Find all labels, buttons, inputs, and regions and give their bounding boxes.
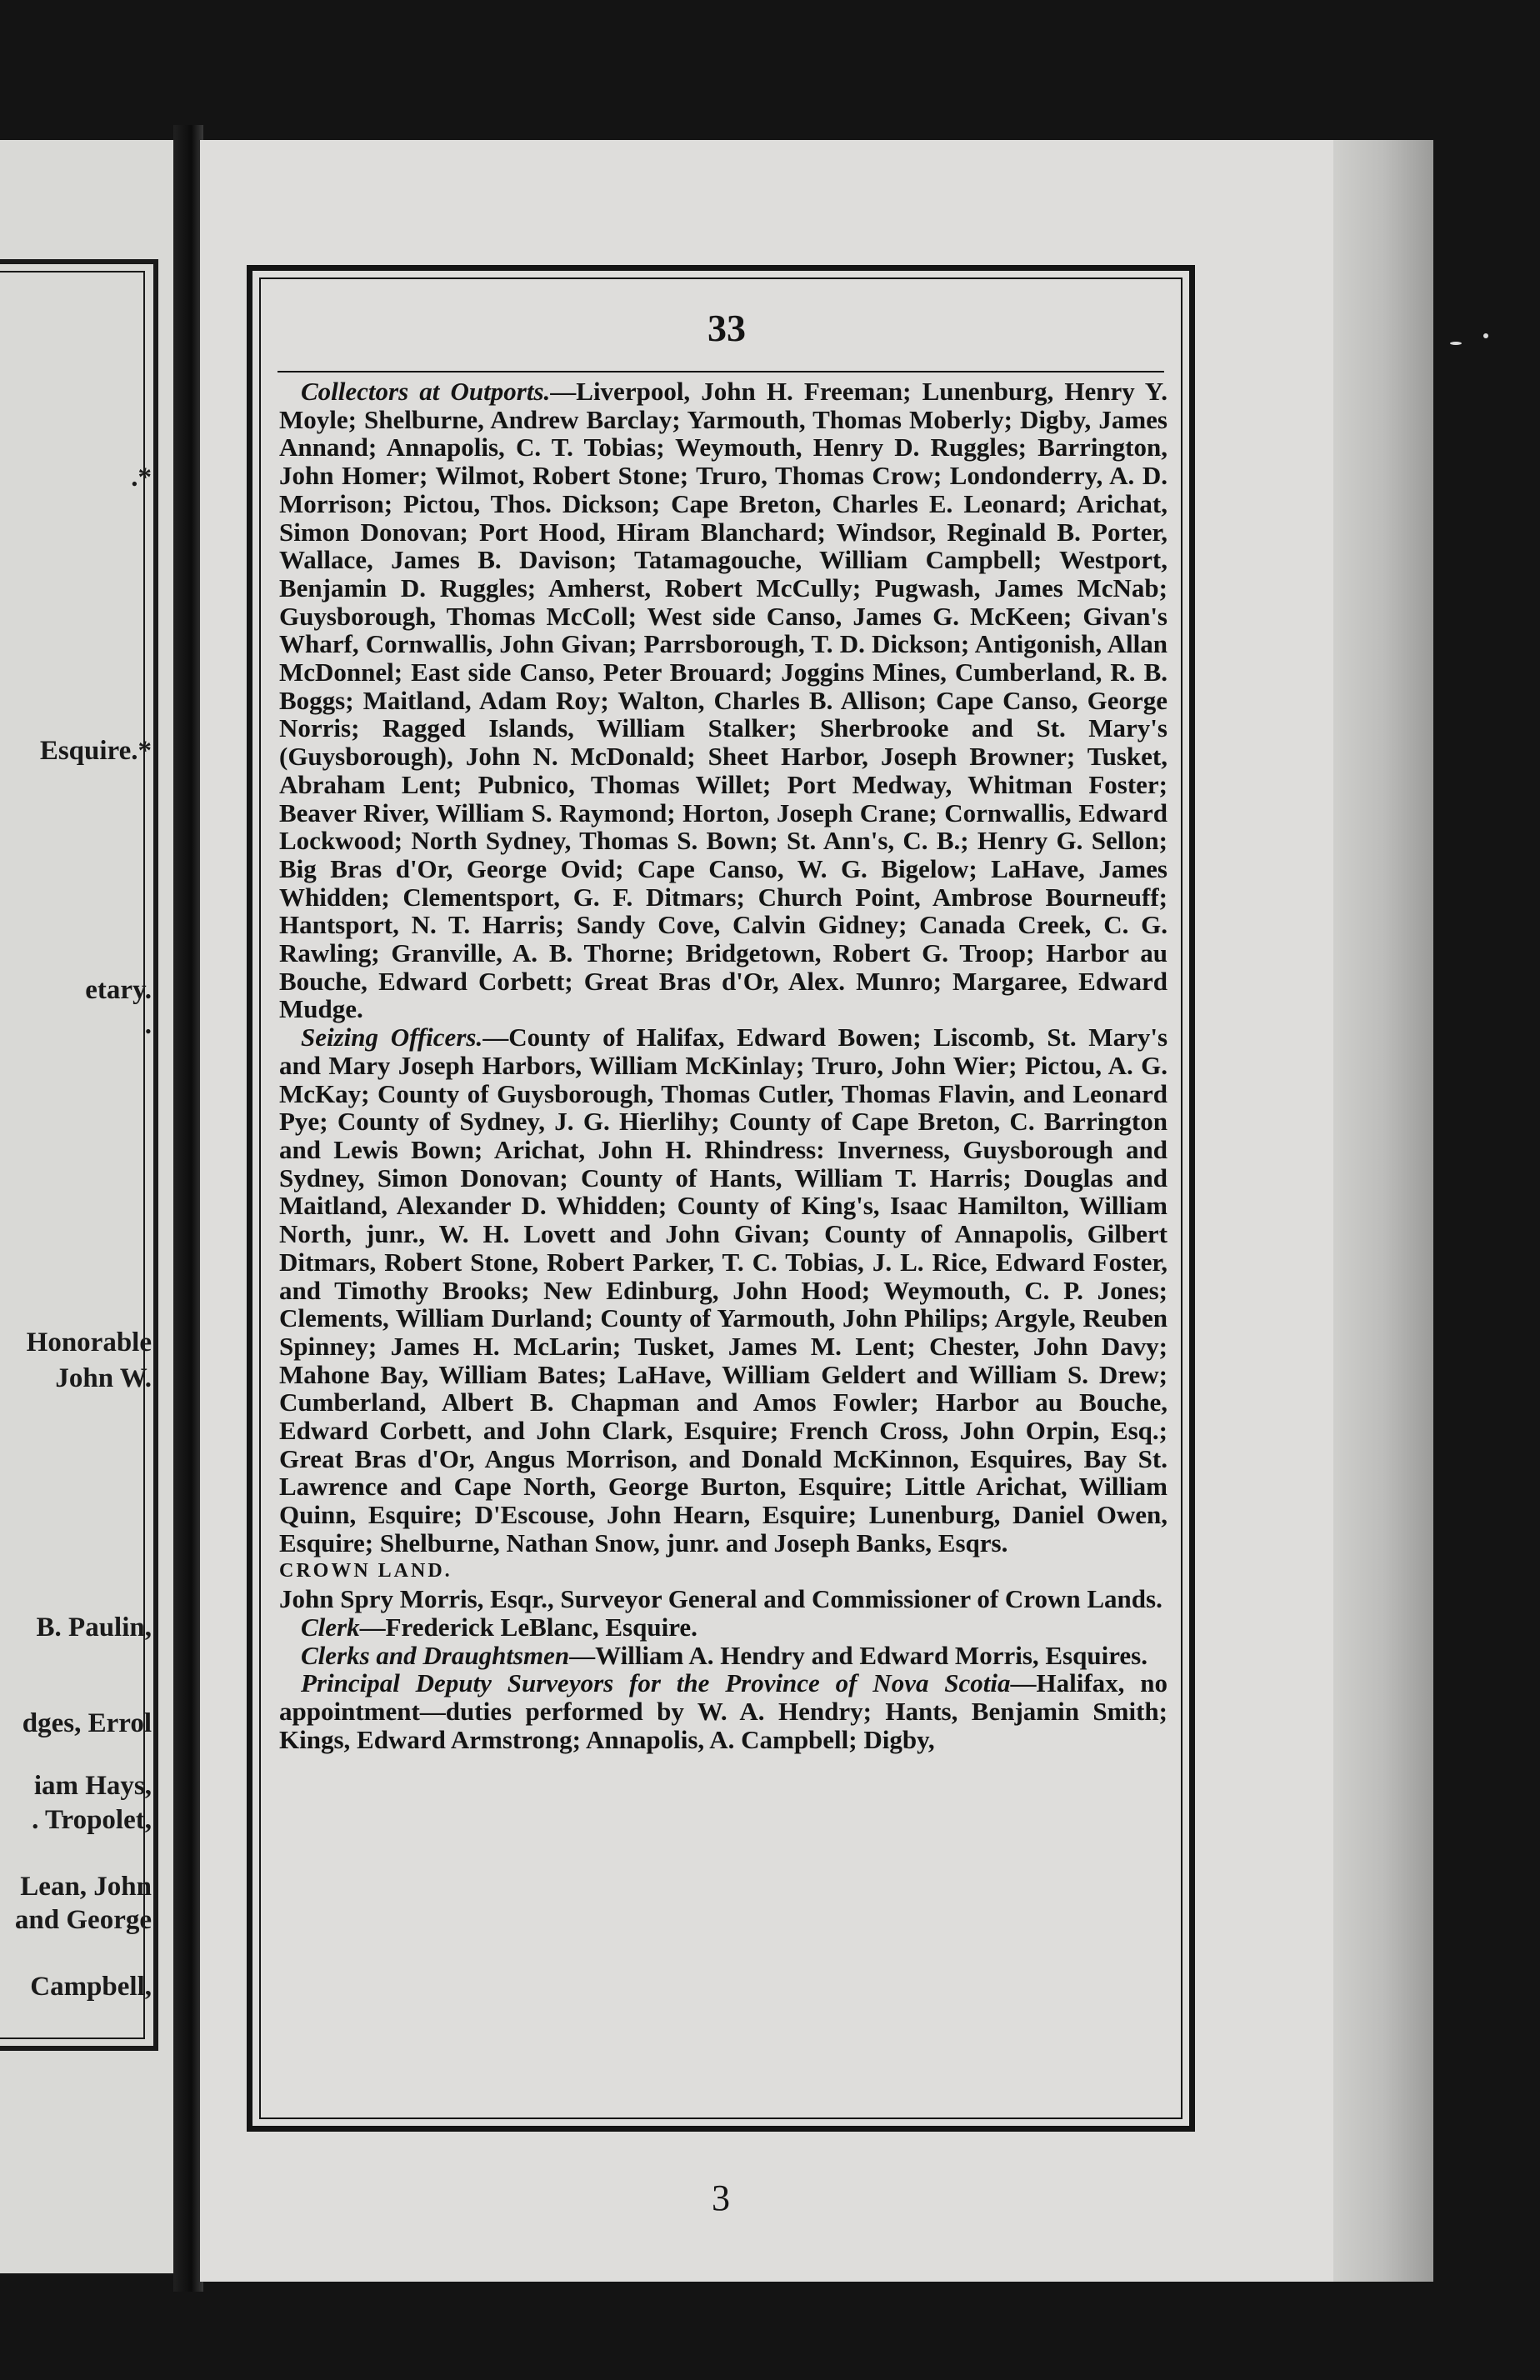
- seizing-officers-text: —County of Halifax, Edward Bowen; Liscomb, St. Mary's and Mary Joseph Harbors, William McKinlay; Truro, John Wier; Pictou, A. G. McKay; County of Guysborough, Thomas Cutler, Thomas Flavin, and Leonard Pye; County of Sydney, J. G. Hierlihy; County of Cape Breton, C. Barrington and Lewis Bown; Arichat, John H. Rhindress: Inverness, Guysborough and Sydney, Simon Donovan; County of Hants, William T. Harris; Douglas and Maitland, Alexander D. Whidden; County of King's, Isaac Hamilton, William North, junr., W. H. Lovett and John Givan; County of Annapolis, Gilbert Ditmars, Robert Stone, Robert Parker, T. C. Tobias, J. L. Rice, Edward Foster, and Timothy Brooks; New Edinburg, John Hood; Weymouth, C. P. Jones; Clements, William Durland; County of Yarmouth, John Philips; Argyle, Reuben Spinney; James H. McLarin; Tusket, James M. Lent; Chester, John Davy; Mahone Bay, William Bates; LaHave, William Geldert and William S. Drew; Cumberland, Albert B. Chapman and Amos Fowler; Harbor au Bouche, Edward Corbett, and John Clark, Esquire; French Cross, John Orpin, Esq.; Great Bras d'Or, Angus Morrison, and Donald McKinnon, Esquires, Bay St. Lawrence and Cape North, George Burton, Esquire; Little Arichat, William Quinn, Esquire; D'Escouse, John Hearn, Esquire; Lunenburg, Daniel Owen, Esquire; Shelburne, Nathan Snow, junr. and Joseph Banks, Esqrs.: [279, 1022, 1168, 1558]
- previous-page-line: John W.: [55, 1363, 152, 1393]
- previous-page-line: dges, Errol: [22, 1708, 152, 1738]
- page-number: 33: [708, 307, 746, 349]
- previous-page-line: Esquire.*: [39, 736, 152, 766]
- previous-page-line: .: [144, 1010, 152, 1040]
- page-border: [247, 265, 1195, 2132]
- deputy-surveyors-entry: [279, 1669, 1168, 1753]
- deputy-surveyors-text: —Halifax, no appointment—duties performed by W. A. Hendry; Hants, Benjamin Smith; Kings, Edward Armstrong; Annapolis, A. Campbell; Digby,: [279, 1668, 1168, 1754]
- clerk-entry: [279, 1613, 1168, 1642]
- clerk-label: Clerk: [301, 1612, 360, 1642]
- previous-page-line: and George: [14, 1905, 152, 1935]
- collectors-paragraph: [279, 378, 1168, 1023]
- previous-page-line: Campbell,: [30, 1972, 152, 2002]
- previous-page-line: B. Paulin,: [36, 1612, 152, 1642]
- previous-page-line: etary.: [85, 975, 152, 1005]
- page-edge-shadow: [1333, 140, 1433, 2282]
- seizing-officers-paragraph: [279, 1023, 1168, 1557]
- clerk-text: —Frederick LeBlanc, Esquire.: [359, 1612, 698, 1642]
- signature-mark: 3: [712, 2178, 730, 2218]
- draughtsmen-entry: [279, 1642, 1168, 1670]
- draughtsmen-label: Clerks and Draughtsmen: [301, 1640, 570, 1670]
- previous-page-line: .*: [131, 462, 152, 492]
- deputy-surveyors-label: Principal Deputy Surveyors for the Province of Nova Scotia: [301, 1668, 1011, 1698]
- collectors-text: —Liverpool, John H. Freeman; Lunenburg, Henry Y. Moyle; Shelburne, Andrew Barclay; Yarmouth, Thomas Moberly; Digby, James Annand; Annapolis, C. T. Tobias; Weymouth, Henry D. Ruggles; Barrington, John Homer; Wilmot, Robert Stone; Truro, Thomas Crow; Londonderry, A. D. Morrison; Pictou, Thos. Dickson; Cape Breton, Charles E. Leonard; Arichat, Simon Donovan; Port Hood, Hiram Blanchard; Windsor, Reginald B. Porter, Wallace, James B. Davison; Tatamagouche, William Campbell; Westport, Benjamin D. Ruggles; Amherst, Robert McCully; Pugwash, James McNab; Guysborough, Thomas McColl; West side Canso, James G. McKeen; Givan's Wharf, Cornwallis, John Givan; Parrsborough, T. D. Dickson; Antigonish, Allan McDonnel; East side Canso, Peter Brouard; Joggins Mines, Cumberland, R. B. Boggs; Maitland, Adam Roy; Walton, Charles B. Allison; Cape Canso, George Norris; Ragged Islands, William Stalker; Sherbrooke and St. Mary's (Guysborough), John N. McDonald; Sheet Harbor, Joseph Browner; Tusket, Abraham Lent; Pubnico, Thomas Willet; Port Medway, Whitman Foster; Beaver River, William S. Raymond; Horton, Joseph Crane; Cornwallis, Edward Lockwood; North Sydney, Thomas S. Bown; St. Ann's, C. B.; Henry G. Sellon; Big Bras d'Or, George Ovid; Cape Canso, W. G. Bigelow; LaHave, James Whidden; Clementsport, G. F. Ditmars; Church Point, Ambrose Bourneuff; Hantsport, N. T. Harris; Sandy Cove, Calvin Gidney; Canada Creek, C. G. Rawling; Granville, A. B. Thorne; Bridgetown, Robert G. Troop; Harbor au Bouche, Edward Corbett; Great Bras d'Or, Alex. Munro; Margaree, Edward Mudge.: [279, 377, 1168, 1024]
- seizing-officers-label: Seizing Officers.: [301, 1022, 483, 1052]
- draughtsmen-text: —William A. Hendry and Edward Morris, Esquires.: [569, 1640, 1148, 1670]
- surveyor-general-entry: John Spry Morris, Esqr., Surveyor General and Commissioner of Crown Lands.: [279, 1584, 1162, 1614]
- previous-page-line: iam Hays,: [33, 1771, 152, 1801]
- scan-speck: [1450, 342, 1462, 345]
- scan-speck: [1483, 333, 1488, 338]
- page-body: [279, 378, 1168, 1753]
- previous-page-line: Honorable: [26, 1328, 152, 1358]
- crown-land-heading: CROWN LAND.: [279, 1559, 452, 1582]
- previous-page-line: Lean, John: [20, 1872, 152, 1902]
- book-gutter: [173, 125, 203, 2292]
- header-rule: [278, 371, 1164, 372]
- collectors-label: Collectors at Outports.: [301, 377, 551, 406]
- previous-page-line: . Tropolet,: [32, 1805, 152, 1835]
